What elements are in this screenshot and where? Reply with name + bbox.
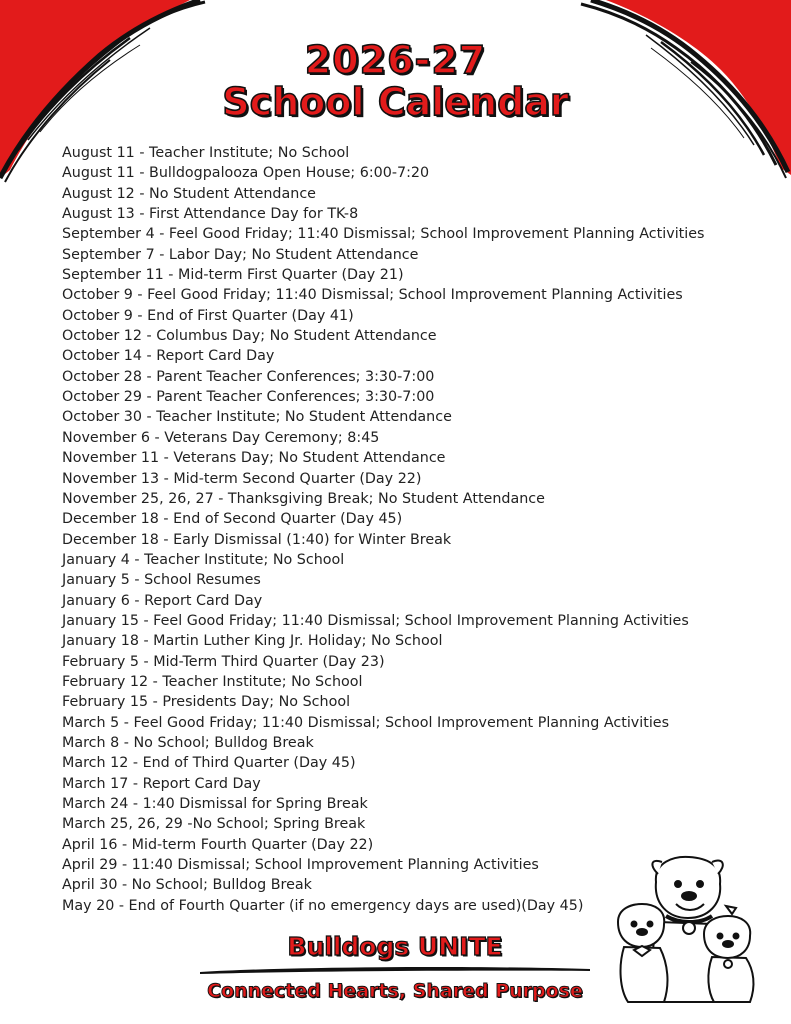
event-item: February 5 - Mid-Term Third Quarter (Day 23)	[62, 653, 385, 670]
event-item: August 13 - First Attendance Day for TK-8	[62, 206, 359, 223]
event-item: September 7 - Labor Day; No Student Attendance	[62, 246, 419, 263]
event-item: October 30 - Teacher Institute; No Student Attendance	[62, 409, 452, 426]
event-item: March 8 - No School; Bulldog Break	[62, 734, 314, 751]
event-item: December 18 - Early Dismissal (1:40) for Winter Break	[62, 531, 452, 548]
event-item: January 4 - Teacher Institute; No School	[62, 551, 345, 568]
event-item: January 15 - Feel Good Friday; 11:40 Dismissal; School Improvement Planning Activities	[62, 612, 689, 629]
event-item: October 14 - Report Card Day	[62, 348, 275, 365]
event-item: March 17 - Report Card Day	[62, 775, 261, 792]
event-item: October 28 - Parent Teacher Conferences; 3:30-7:00	[62, 368, 435, 385]
event-item: November 11 - Veterans Day; No Student Attendance	[62, 450, 446, 467]
event-item: April 29 - 11:40 Dismissal; School Improvement Planning Activities	[62, 857, 539, 874]
event-item: August 11 - Bulldogpalooza Open House; 6:00-7:20	[62, 165, 430, 182]
event-item: November 6 - Veterans Day Ceremony; 8:45	[62, 429, 380, 446]
event-item: October 9 - Feel Good Friday; 11:40 Dismissal; School Improvement Planning Activities	[62, 287, 683, 304]
event-item: May 20 - End of Fourth Quarter (if no emergency days are used)(Day 45)	[62, 897, 584, 914]
event-item: August 11 - Teacher Institute; No School	[62, 145, 350, 161]
event-item: March 5 - Feel Good Friday; 11:40 Dismissal; School Improvement Planning Activities	[62, 714, 670, 731]
page-title: School Calendar	[222, 80, 569, 124]
event-item: October 9 - End of First Quarter (Day 41)	[62, 307, 354, 324]
event-item: January 18 - Martin Luther King Jr. Holiday; No School	[62, 633, 443, 650]
event-item: January 6 - Report Card Day	[62, 592, 263, 609]
event-item: January 5 - School Resumes	[62, 572, 261, 589]
event-item: September 4 - Feel Good Friday; 11:40 Dismissal; School Improvement Planning Activities	[62, 226, 705, 243]
event-item: November 13 - Mid-term Second Quarter (Day 22)	[62, 470, 422, 487]
footer-divider	[200, 962, 590, 976]
calendar-year-heading: 2026-27	[304, 38, 487, 82]
event-item: March 24 - 1:40 Dismissal for Spring Break	[62, 796, 368, 812]
bulldog-mascot-illustration	[604, 852, 764, 1007]
event-item: December 18 - End of Second Quarter (Day 45)	[62, 511, 403, 528]
event-item: April 16 - Mid-term Fourth Quarter (Day 22)	[62, 836, 374, 853]
footer-tagline: Connected Hearts, Shared Purpose	[207, 980, 583, 1002]
event-item: March 12 - End of Third Quarter (Day 45)	[62, 755, 356, 772]
event-item: February 15 - Presidents Day; No School	[62, 694, 351, 711]
event-item: October 12 - Columbus Day; No Student Attendance	[62, 328, 437, 345]
event-item: August 12 - No Student Attendance	[62, 185, 316, 202]
footer-heading: Bulldogs UNITE	[287, 932, 503, 961]
event-item: April 30 - No School; Bulldog Break	[62, 877, 312, 894]
event-item: November 25, 26, 27 - Thanksgiving Break; No Student Attendance	[62, 490, 545, 507]
event-list	[62, 143, 752, 916]
event-item: February 12 - Teacher Institute; No School	[62, 673, 363, 690]
event-item: October 29 - Parent Teacher Conferences; 3:30-7:00	[62, 389, 435, 406]
event-item: September 11 - Mid-term First Quarter (Day 21)	[62, 267, 404, 284]
event-item: March 25, 26, 29 -No School; Spring Break	[62, 816, 366, 833]
